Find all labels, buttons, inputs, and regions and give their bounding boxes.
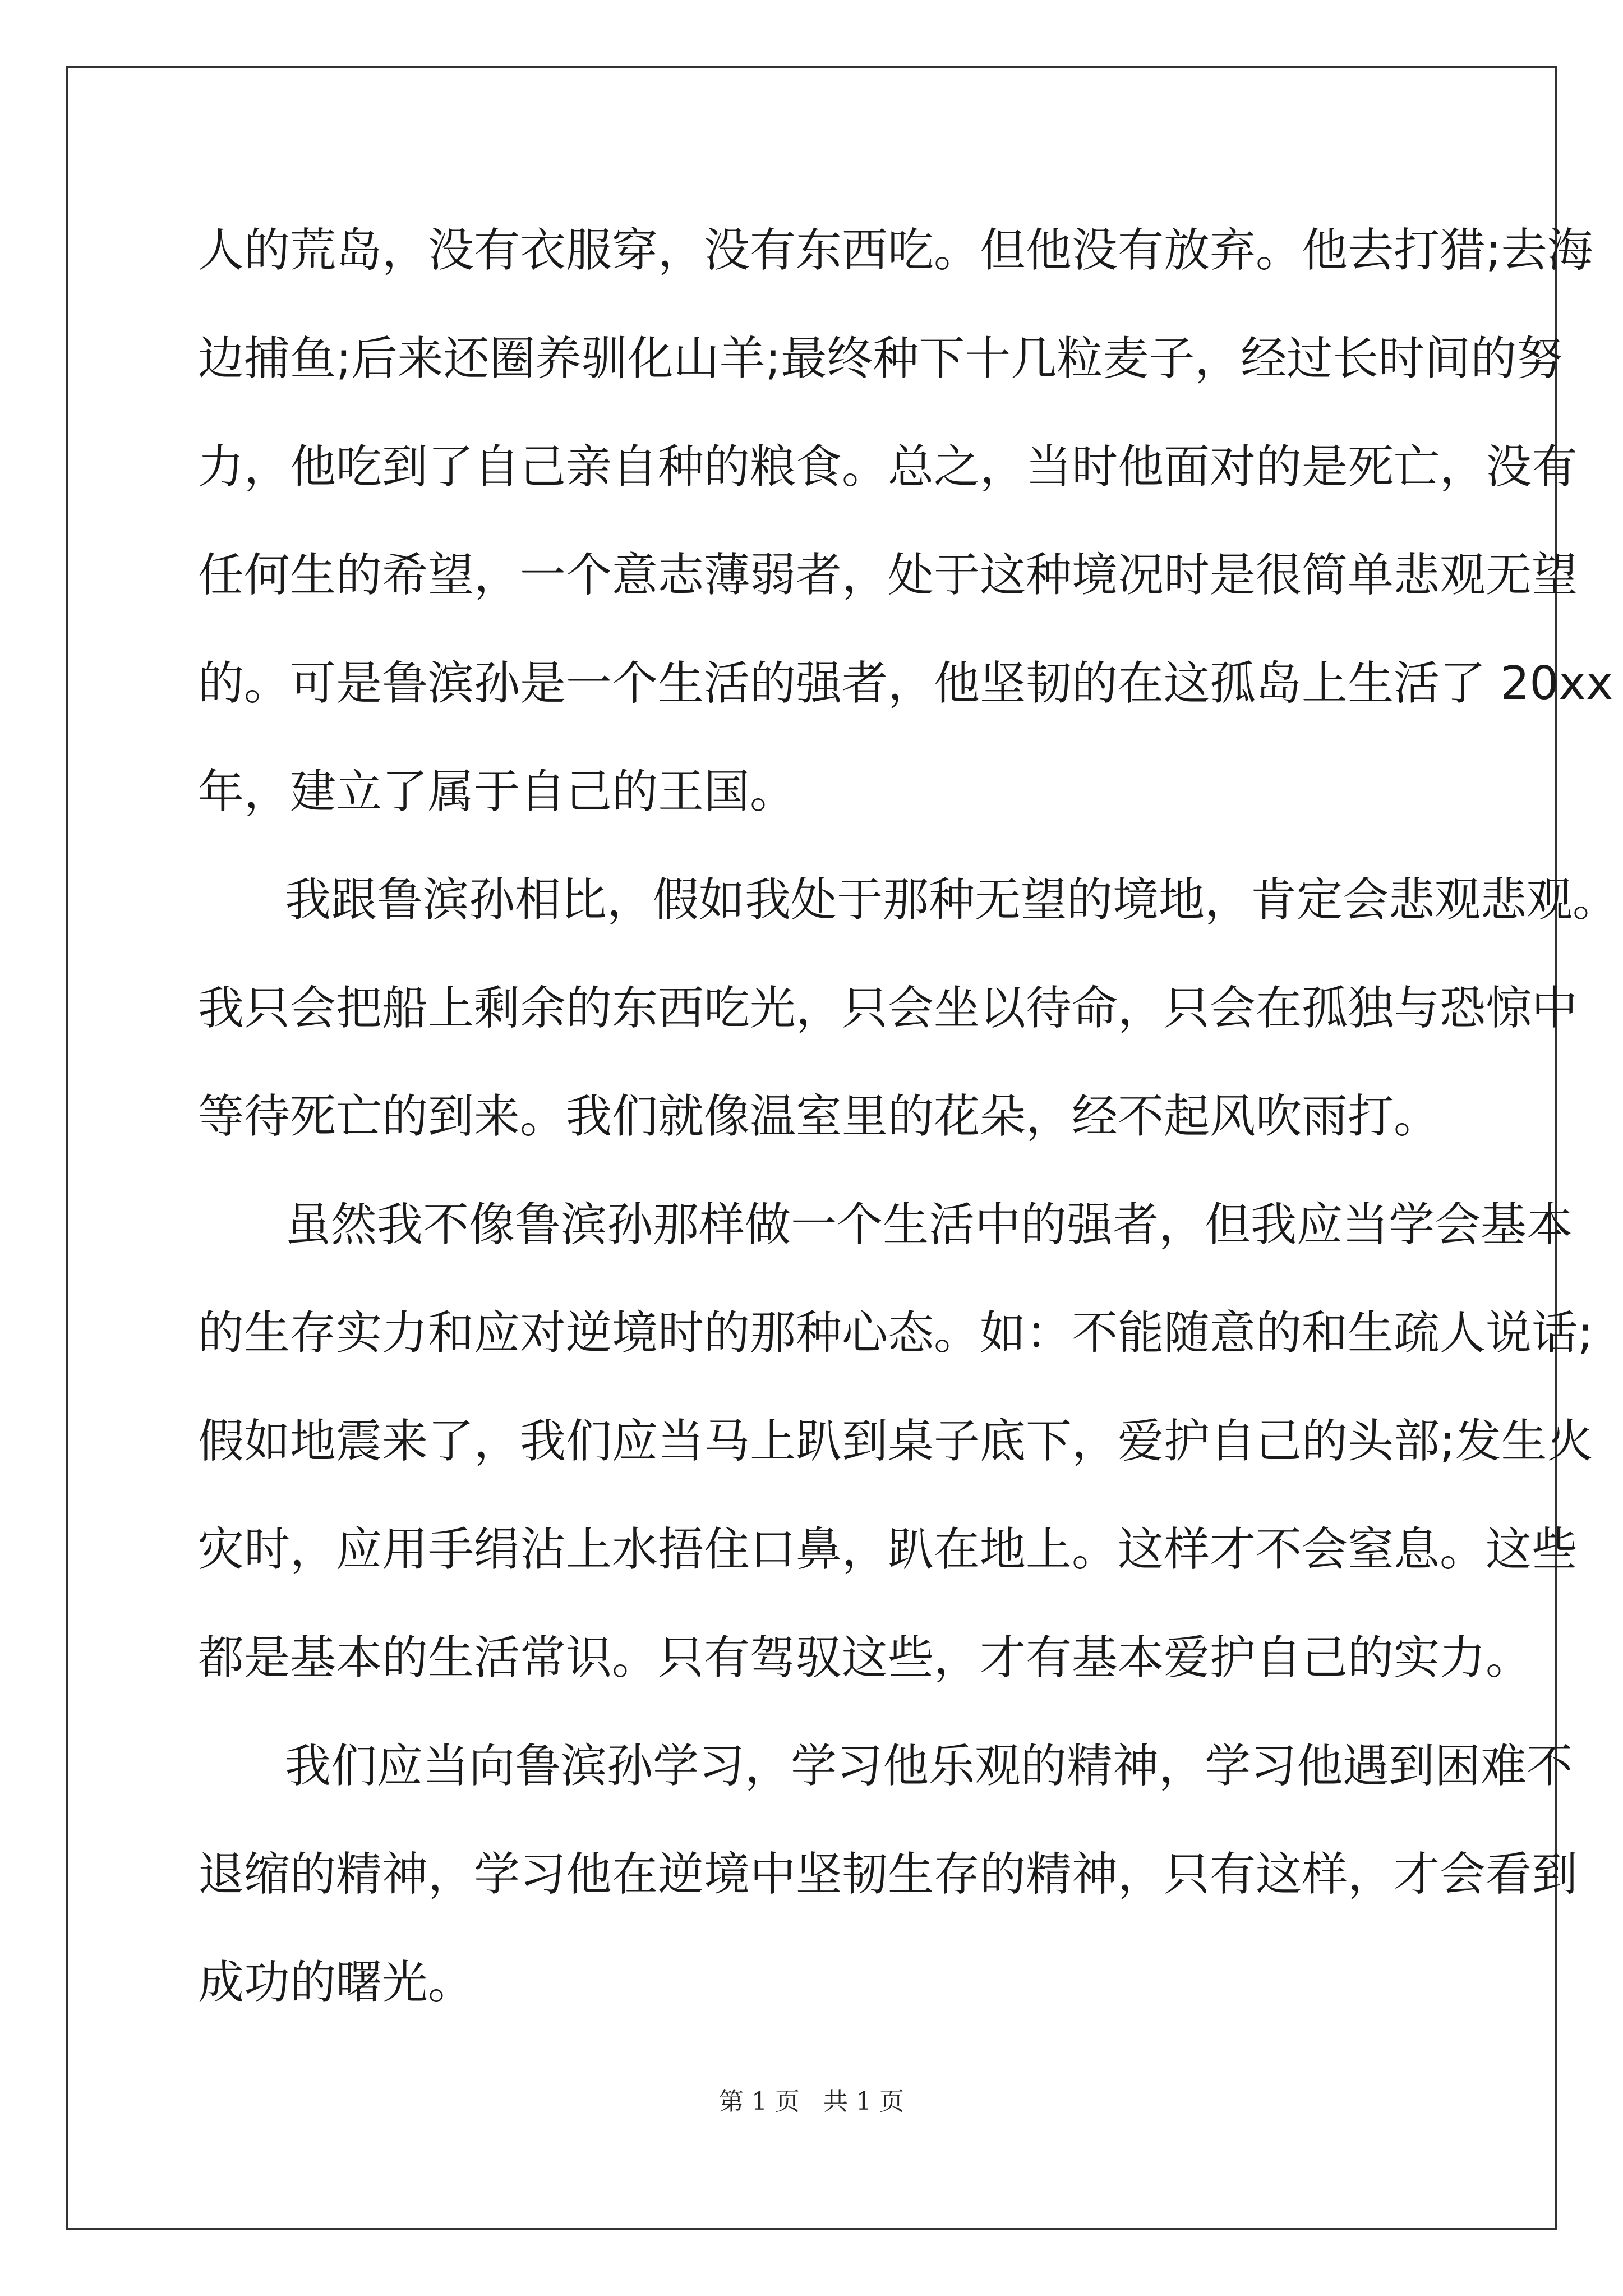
page-frame xyxy=(66,66,1557,2230)
text-line: 我只会把船上剩余的东西吃光，只会坐以待命，只会在孤独与恐惊中 xyxy=(198,982,1578,1035)
text-line: 年，建立了属于自己的王国。 xyxy=(198,765,796,818)
text-line: 都是基本的生活常识。只有驾驭这些，才有基本爱护自己的实力。 xyxy=(198,1631,1532,1685)
page-number-footer: 第 1 页 共 1 页 xyxy=(719,2087,904,2116)
text-line: 退缩的精神，学习他在逆境中坚韧生存的精神，只有这样，才会看到 xyxy=(198,1848,1578,1901)
text-line: 假如地震来了，我们应当马上趴到桌子底下，爱护自己的头部;发生火 xyxy=(198,1415,1593,1468)
paragraph-first-line: 我们应当向鲁滨孙学习，学习他乐观的精神，学习他遇到困难不 xyxy=(285,1740,1573,1793)
text-line: 成功的曙光。 xyxy=(198,1956,474,2009)
text-line: 人的荒岛，没有衣服穿，没有东西吃。但他没有放弃。他去打猎;去海 xyxy=(198,224,1593,277)
text-line: 等待死亡的到来。我们就像温室里的花朵，经不起风吹雨打。 xyxy=(198,1090,1440,1143)
text-line: 任何生的希望，一个意志薄弱者，处于这种境况时是很简单悲观无望 xyxy=(198,549,1578,602)
text-line: 边捕鱼;后来还圈养驯化山羊;最终种下十几粒麦子，经过长时间的努 xyxy=(198,332,1563,385)
text-line: 力，他吃到了自己亲自种的粮食。总之，当时他面对的是死亡，没有 xyxy=(198,440,1578,494)
text-line: 的。可是鲁滨孙是一个生活的强者，他坚韧的在这孤岛上生活了 20xx xyxy=(198,657,1613,710)
paragraph-first-line: 虽然我不像鲁滨孙那样做一个生活中的强者，但我应当学会基本 xyxy=(285,1198,1573,1251)
text-line: 的生存实力和应对逆境时的那种心态。如：不能随意的和生疏人说话; xyxy=(198,1306,1593,1360)
paragraph-first-line: 我跟鲁滨孙相比，假如我处于那种无望的境地，肯定会悲观悲观。 xyxy=(285,873,1619,927)
text-line: 灾时，应用手绢沾上水捂住口鼻，趴在地上。这样才不会窒息。这些 xyxy=(198,1523,1578,1576)
